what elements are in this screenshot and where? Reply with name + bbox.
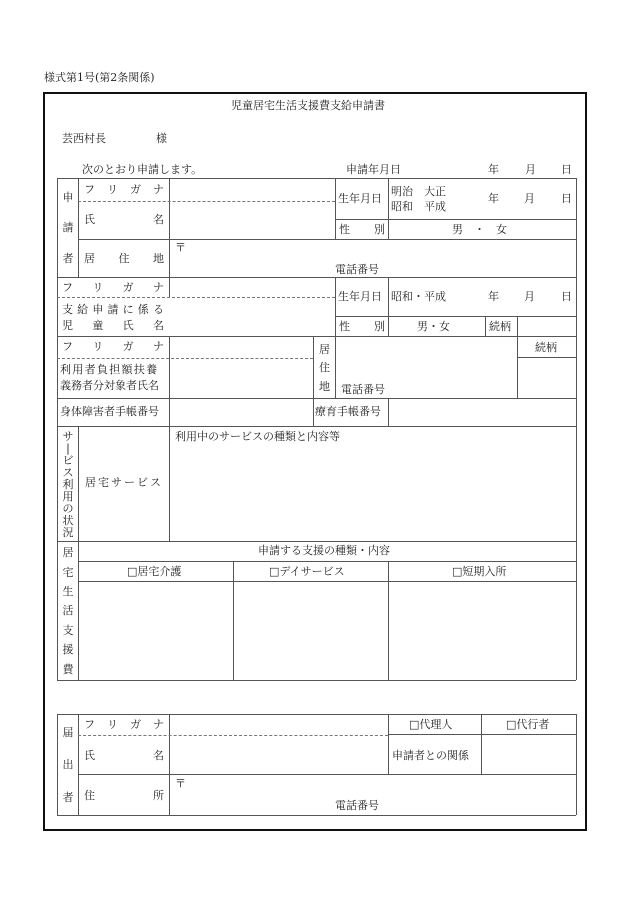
label-char: 住: [118, 252, 130, 265]
label-char: 申: [92, 303, 104, 316]
form-number: 様式第1号(第2条関係): [44, 71, 155, 84]
applicant-sex-label: [339, 224, 385, 235]
application-year: 年: [488, 163, 499, 176]
label-char: 名: [152, 319, 164, 332]
divider: [335, 277, 336, 336]
support-home-care-content[interactable]: [79, 582, 232, 679]
applicant-furigana-input[interactable]: [170, 179, 334, 200]
service-usage-section-label: [58, 430, 78, 538]
label-char: 別: [374, 320, 385, 333]
addressee: 芸西村長: [62, 132, 106, 145]
applicant-sex-options[interactable]: 男 ・ 女: [452, 223, 507, 236]
label-char: フ: [62, 340, 73, 353]
relation-to-applicant-label: 申請者との関係: [392, 749, 469, 762]
label-char: 居: [84, 252, 95, 265]
postal-mark: 〒: [175, 241, 186, 254]
label-char: 居: [62, 546, 74, 560]
applicant-name-input[interactable]: [170, 202, 334, 238]
applicant-name-label: [84, 214, 164, 225]
submitter-name-label: [84, 750, 164, 761]
label-char: 活: [62, 604, 74, 618]
physical-handbook-label: 身体障害者手帳番号: [60, 405, 159, 418]
label-char: 居: [319, 342, 330, 356]
label-char: ガ: [122, 340, 134, 353]
label-char: リ: [107, 718, 118, 731]
label-char: 地: [319, 380, 330, 394]
label-char: ガ: [122, 281, 134, 294]
relation-to-applicant-input[interactable]: [482, 735, 575, 773]
applicant-section-label: [58, 182, 78, 274]
application-day: 日: [561, 163, 572, 176]
child-birth-year: 年: [488, 290, 499, 303]
checkbox-icon[interactable]: □: [452, 565, 463, 578]
applicant-birth-day: 日: [561, 192, 572, 205]
label-char: 状: [62, 513, 74, 527]
checkbox-icon[interactable]: □: [127, 565, 138, 578]
option-label: 代理人: [419, 718, 453, 731]
label-char: 支: [62, 623, 74, 637]
child-birthdate-label: 生年月日: [338, 290, 382, 303]
support-option-day-service[interactable]: [269, 566, 345, 577]
label-char: フ: [62, 281, 73, 294]
label-char: 名: [153, 749, 164, 762]
label-char: ナ: [152, 281, 164, 294]
label-char: の: [62, 501, 74, 515]
label-char: 申: [62, 190, 74, 204]
label-char: ガ: [130, 718, 141, 731]
submitter-table-bottom: [57, 815, 576, 816]
option-label: 代行者: [516, 718, 550, 731]
submitter-furigana-label: [84, 719, 164, 730]
label-char: 者: [62, 791, 74, 805]
guardian-name-label-line2: 義務者分対象者氏名: [60, 379, 159, 392]
divider: [57, 541, 576, 542]
label-char: 給: [77, 303, 89, 316]
guardian-name-input[interactable]: [170, 359, 312, 397]
label-char: リ: [92, 281, 104, 294]
child-name-input[interactable]: [170, 298, 334, 335]
label-char: 利: [62, 477, 74, 491]
support-section-label: [58, 543, 78, 679]
label-char: 係: [137, 303, 149, 316]
applicant-era-row2: 昭和 平成: [391, 200, 446, 213]
child-relation-label: 続柄: [489, 320, 511, 333]
submitter-furigana-input[interactable]: [170, 715, 387, 734]
guardian-furigana-label: [62, 341, 164, 352]
label-char: 生: [62, 585, 74, 599]
label-char: 地: [153, 252, 164, 265]
label-char: 請: [62, 221, 74, 235]
label-char: ナ: [153, 718, 164, 731]
child-furigana-input[interactable]: [170, 278, 334, 296]
child-sex-options[interactable]: 男・女: [417, 320, 450, 333]
label-char: フ: [84, 718, 95, 731]
child-name-label-line2: [62, 320, 164, 331]
label-char: ス: [62, 465, 74, 479]
physical-handbook-input[interactable]: [170, 399, 312, 425]
table-border-right: [576, 178, 577, 680]
guardian-furigana-input[interactable]: [170, 337, 312, 357]
service-usage-description: 利用中のサービスの種類と内容等: [175, 430, 340, 443]
label-char: 性: [339, 223, 350, 236]
label-char: 氏: [84, 213, 95, 226]
label-char: 別: [374, 223, 385, 236]
home-service-label: 居宅サービス: [85, 476, 163, 489]
support-option-short-stay[interactable]: [452, 566, 506, 577]
label-char: 請: [107, 303, 119, 316]
support-day-service-content[interactable]: [234, 582, 387, 679]
label-char: フ: [84, 183, 95, 196]
child-birth-month: 月: [524, 290, 535, 303]
form-title: 児童居宅生活支援費支給申請書: [231, 99, 385, 112]
submitter-section-label: [58, 716, 78, 814]
submitter-name-input[interactable]: [170, 736, 387, 773]
guardian-relation-input[interactable]: [518, 358, 575, 397]
divider: [335, 219, 576, 220]
label-char: 届: [62, 725, 74, 739]
divider: [388, 277, 389, 336]
label-char: ガ: [130, 183, 141, 196]
rehab-handbook-label: 療育手帳番号: [315, 405, 381, 418]
label-char: リ: [92, 340, 104, 353]
service-usage-input[interactable]: [170, 446, 575, 540]
label-char: |: [66, 441, 70, 455]
divider: [78, 714, 79, 815]
label-char: サ: [62, 429, 74, 443]
divider: [335, 178, 336, 239]
label-char: に: [122, 303, 134, 316]
child-name-label-line1: [62, 304, 164, 315]
label-char: 所: [153, 789, 164, 802]
honorific: 様: [156, 132, 167, 145]
applicant-birth-year: 年: [488, 192, 499, 205]
label-char: 費: [62, 662, 74, 676]
divider: [78, 178, 79, 277]
option-label: 居宅介護: [137, 565, 182, 578]
rehab-handbook-input[interactable]: [389, 399, 575, 425]
label-char: 況: [62, 525, 74, 539]
support-short-stay-content[interactable]: [389, 582, 575, 679]
option-label: 短期入所: [462, 565, 507, 578]
label-char: 宅: [62, 565, 74, 579]
checkbox-icon[interactable]: □: [506, 718, 517, 731]
label-char: 援: [62, 643, 74, 657]
checkbox-icon[interactable]: □: [409, 718, 420, 731]
label-char: ビ: [62, 453, 74, 467]
guardian-name-label-line1: 利用者負担額扶養: [60, 363, 159, 376]
support-option-home-care[interactable]: [127, 566, 181, 577]
table-border-bottom: [57, 680, 576, 681]
submitter-phone-label: 電話番号: [335, 799, 379, 812]
label-char: 出: [62, 758, 74, 772]
child-furigana-label: [62, 282, 164, 293]
label-char: 用: [62, 489, 74, 503]
option-label: デイサービス: [279, 565, 345, 578]
label-char: 氏: [84, 749, 95, 762]
label-char: 童: [92, 319, 104, 332]
application-date-label: 申請年月日: [346, 163, 401, 176]
submitter-address-label: [84, 790, 164, 801]
label-char: ナ: [153, 183, 164, 196]
label-char: 者: [62, 252, 74, 266]
divider: [388, 714, 389, 774]
proxy-option[interactable]: [506, 719, 549, 730]
divider: [485, 316, 486, 336]
divider: [57, 426, 576, 427]
label-char: リ: [107, 183, 118, 196]
agent-option[interactable]: [409, 719, 452, 730]
applicant-birth-month: 月: [524, 192, 535, 205]
applicant-address-label: [84, 253, 164, 264]
child-relation-input[interactable]: [518, 317, 575, 335]
guardian-relation-label: 続柄: [535, 341, 557, 354]
label-char: 性: [339, 320, 350, 333]
label-char: 児: [62, 319, 73, 332]
child-birth-day: 日: [561, 290, 572, 303]
child-era: 昭和・平成: [391, 290, 446, 303]
label-char: 支: [62, 303, 73, 316]
checkbox-icon[interactable]: □: [269, 565, 280, 578]
application-month: 月: [525, 163, 536, 176]
submitter-table-right: [576, 714, 577, 815]
label-char: 住: [84, 789, 95, 802]
divider: [388, 178, 389, 239]
label-char: 名: [153, 213, 164, 226]
applicant-phone-label: 電話番号: [335, 263, 379, 276]
guardian-address-label: [314, 340, 335, 396]
label-char: ナ: [152, 340, 164, 353]
label-char: る: [152, 303, 164, 316]
intro-text: 次のとおり申請します。: [82, 163, 203, 176]
child-sex-label: [339, 321, 385, 332]
support-header: 申請する支援の種類・内容: [258, 544, 390, 557]
guardian-phone-label: 電話番号: [341, 383, 385, 396]
applicant-birthdate-label: 生年月日: [338, 192, 382, 205]
label-char: 住: [319, 361, 330, 375]
applicant-era-row1: 明治 大正: [391, 185, 446, 198]
submitter-postal-mark: 〒: [175, 777, 186, 790]
label-char: 氏: [122, 319, 134, 332]
divider: [78, 561, 576, 562]
applicant-furigana-label: [84, 184, 164, 195]
